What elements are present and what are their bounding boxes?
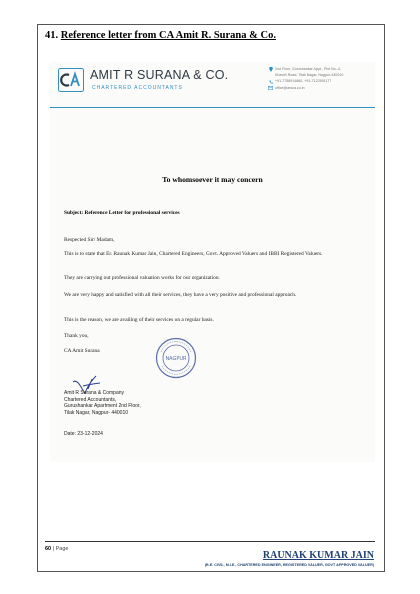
- location-pin-icon: [268, 67, 273, 72]
- phone-numbers: +91-7758914860, +91-7122591177: [275, 79, 332, 84]
- company-name: AMIT R SURANA & CO.: [90, 68, 229, 82]
- firm-line-1: Amit R Surana & Company: [64, 390, 125, 396]
- footer-divider: [45, 541, 375, 542]
- firm-line-4: Tilak Nagar, Nagpur- 440010: [64, 409, 129, 416]
- section-heading: [45, 30, 276, 41]
- company-subtitle: CHARTERED ACCOUNTANTS: [92, 85, 183, 91]
- contact-block: [268, 66, 373, 91]
- page-label: Page: [55, 546, 69, 552]
- paragraph-3: We are very happy and satisfied with all their services, they have a very positive and professional approach.: [64, 292, 297, 298]
- seal-stamp-icon: [155, 337, 197, 379]
- page-number-value: 60: [45, 546, 52, 552]
- salutation: Respected Sir/ Madam,: [64, 237, 115, 243]
- section-title: Reference letter from CA Amit R. Surana & Co.: [60, 30, 276, 41]
- paragraph-2: They are carrying out professional valuation works for our organization.: [64, 275, 220, 281]
- address-line-2: Khaveli Road, Tilak Nagar, Nagpur-440010: [275, 73, 344, 78]
- stamp-text: NAGPUR: [165, 356, 187, 362]
- reference-letter-scan: [50, 62, 375, 462]
- closing: Thank you,: [64, 333, 89, 339]
- author-credentials: (B.E. CIVIL, M.I.E., CHARTERED ENGINEER, REGISTERED VALUER, GOVT APPROVED VALUER): [204, 563, 374, 567]
- firm-line-3: Gurushankar Apartment 2nd Floor,: [64, 403, 141, 409]
- letter-title: To whomsoever it may concern: [162, 175, 263, 184]
- ca-logo-icon: [58, 68, 84, 92]
- letter-subject: Subject: Reference Letter for professional services: [64, 210, 180, 216]
- page-number: 60 | Page: [45, 546, 69, 552]
- paragraph-1: This is to state that Er. Raunak Kumar Jain, Chartered Engineers, Govt. Approved Valuers and IBBI Registered Valuers.: [64, 251, 323, 257]
- address-line-1: 2nd Floor, Gurushankar Appt., Plot No.-4,: [275, 67, 341, 71]
- letter-date: Date: 23-12-2024: [64, 431, 103, 437]
- section-number: 41.: [45, 30, 59, 41]
- phone-icon: [268, 79, 273, 84]
- signatory-name: CA Amit Surana: [64, 348, 100, 354]
- email-row: [268, 85, 373, 91]
- letterhead-divider: [50, 107, 375, 108]
- firm-line-2: Chartered Accountants,: [64, 396, 117, 403]
- firm-address-block: [64, 390, 141, 416]
- author-name: RAUNAK KUMAR JAIN: [262, 550, 374, 561]
- email-address: office@arsca.co.in: [275, 85, 305, 90]
- paragraph-4: This is the reason, we are availing of their services on a regular basis.: [64, 317, 214, 323]
- mail-icon: [268, 85, 273, 90]
